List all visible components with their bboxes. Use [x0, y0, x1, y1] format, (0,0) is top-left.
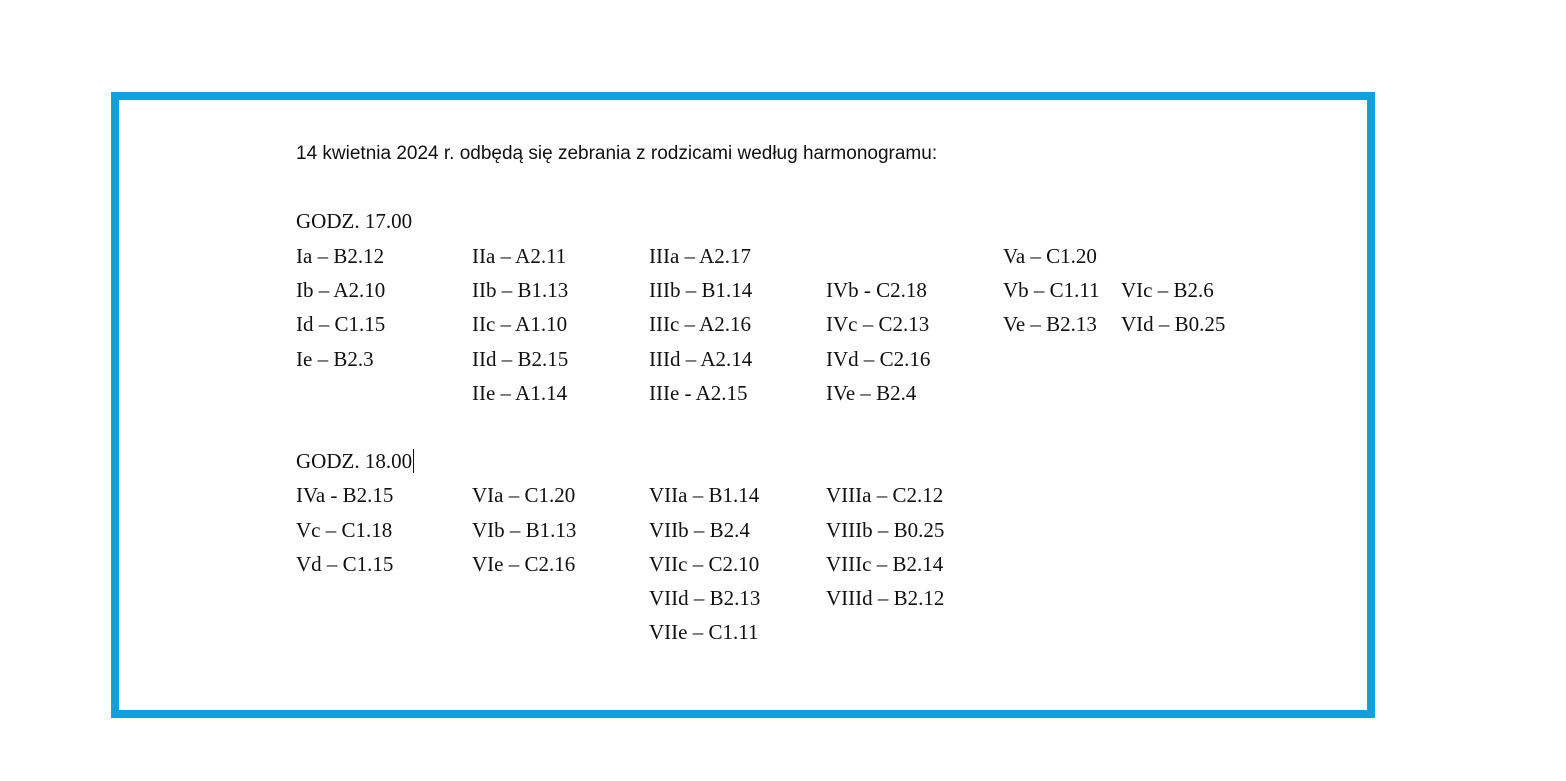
class-room-entry: Vd – C1.15	[296, 552, 394, 576]
class-room-entry: VIa – C1.20	[472, 483, 576, 507]
class-room-entry: IVc – C2.13	[826, 312, 930, 336]
class-room-entry: IIa – A2.11	[472, 244, 567, 268]
class-room-entry: IIe – A1.14	[472, 381, 568, 405]
class-room-entry: VIIb – B2.4	[649, 518, 750, 542]
class-room-entry: IIIc – A2.16	[649, 312, 752, 336]
class-room-entry: VIIIc – B2.14	[826, 552, 944, 576]
class-room-entry: VId – B0.25	[1121, 312, 1226, 336]
class-room-entry: IVa - B2.15	[296, 483, 394, 507]
class-room-entry: IId – B2.15	[472, 347, 569, 371]
class-room-entry: Vb – C1.11	[1003, 278, 1100, 302]
class-room-entry: VIb – B1.13	[472, 518, 577, 542]
class-room-entry: VIIa – B1.14	[649, 483, 760, 507]
class-room-entry: Ib – A2.10	[296, 278, 386, 302]
class-room-entry: IIc – A1.10	[472, 312, 568, 336]
class-room-entry: IVe – B2.4	[826, 381, 917, 405]
class-room-entry: IIIe - A2.15	[649, 381, 748, 405]
session-heading-text: GODZ. 17.00	[296, 209, 413, 233]
text-cursor	[413, 449, 414, 473]
class-room-entry: VIe – C2.16	[472, 552, 576, 576]
class-room-entry: VIIId – B2.12	[826, 586, 945, 610]
session-heading-1700	[296, 209, 412, 234]
class-room-entry: Ia – B2.12	[296, 244, 385, 268]
intro-text: 14 kwietnia 2024 r. odbędą się zebrania z rodzicami według harmonogramu:	[296, 143, 938, 164]
class-room-entry: VIIIb – B0.25	[826, 518, 945, 542]
class-room-entry: IIId – A2.14	[649, 347, 753, 371]
class-room-entry: IIIa – A2.17	[649, 244, 752, 268]
class-room-entry: Ve – B2.13	[1003, 312, 1097, 336]
class-room-entry: Va – C1.20	[1003, 244, 1097, 268]
class-room-entry: IVb - C2.18	[826, 278, 927, 302]
class-room-entry: VIIe – C1.11	[649, 620, 759, 644]
class-room-entry: Vc – C1.18	[296, 518, 393, 542]
class-room-entry: IVd – C2.16	[826, 347, 931, 371]
class-room-entry: Ie – B2.3	[296, 347, 374, 371]
class-room-entry: IIIb – B1.14	[649, 278, 753, 302]
class-room-entry: VIIIa – C2.12	[826, 483, 944, 507]
session-heading-1800	[296, 449, 414, 474]
session-heading-text: GODZ. 18.00	[296, 449, 413, 473]
class-room-entry: VIId – B2.13	[649, 586, 761, 610]
class-room-entry: Id – C1.15	[296, 312, 386, 336]
class-room-entry: VIc – B2.6	[1121, 278, 1214, 302]
class-room-entry: VIIc – C2.10	[649, 552, 760, 576]
class-room-entry: IIb – B1.13	[472, 278, 569, 302]
